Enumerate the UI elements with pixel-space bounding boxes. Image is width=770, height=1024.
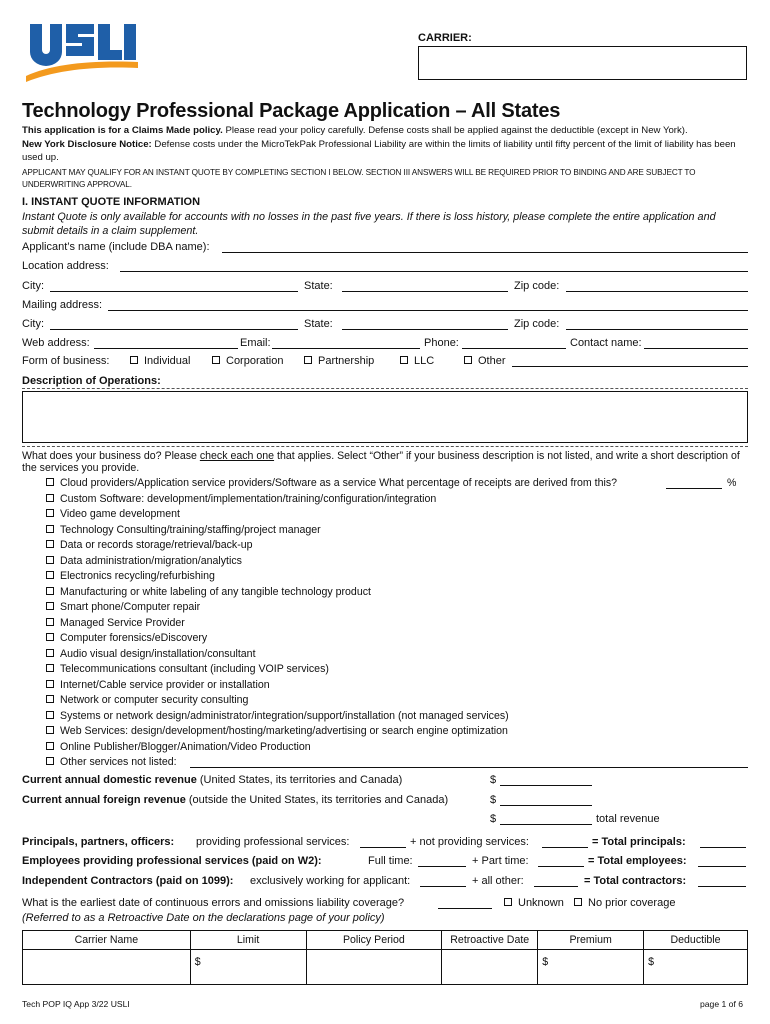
service-item[interactable] <box>46 493 509 509</box>
service-item[interactable] <box>46 648 509 664</box>
services-list <box>46 493 509 757</box>
dollar-sign: $ <box>490 774 497 786</box>
state-label: State: <box>304 280 333 292</box>
service-item-label: Custom Software: development/implementation/training/configuration/integration <box>60 492 437 505</box>
checkbox-partnership[interactable] <box>304 355 374 367</box>
total-principals-label: = Total principals: <box>592 836 686 848</box>
service-item-label: Data or records storage/retrieval/back-up <box>60 539 253 551</box>
claims-made-notice <box>22 124 748 137</box>
checkbox-corporation[interactable] <box>212 355 283 367</box>
principals-label: Principals, partners, officers: <box>22 836 175 848</box>
contractors-exclusive-field[interactable] <box>420 886 466 887</box>
total-contractors-label: = Total contractors: <box>584 875 687 887</box>
total-principals-field[interactable] <box>700 847 746 848</box>
checkbox-icon[interactable] <box>304 356 312 364</box>
domestic-revenue-text: (United States, its territories and Canada) <box>196 774 403 786</box>
phone-label: Phone: <box>424 337 459 349</box>
header-limit: Limit <box>190 931 306 950</box>
service-item[interactable] <box>46 539 509 555</box>
mailing-city-label: City: <box>22 318 44 330</box>
cell-retroactive-date[interactable] <box>442 950 538 985</box>
checkbox-icon[interactable] <box>46 742 54 750</box>
checkbox-icon[interactable] <box>46 680 54 688</box>
domestic-revenue-field[interactable] <box>500 785 592 786</box>
foreign-revenue-text: (outside the United States, its territories and Canada) <box>185 794 449 806</box>
web-address-label: Web address: <box>22 337 90 349</box>
total-employees-label: = Total employees: <box>588 855 687 867</box>
contractors-other-field[interactable] <box>534 886 578 887</box>
zip-field[interactable] <box>566 291 748 292</box>
service-item[interactable] <box>46 679 509 695</box>
applicant-name-field[interactable] <box>222 252 748 253</box>
checkbox-icon[interactable] <box>46 711 54 719</box>
section-1-heading: I. INSTANT QUOTE INFORMATION <box>22 196 201 208</box>
checkbox-icon[interactable] <box>400 356 408 364</box>
service-item[interactable] <box>46 694 509 710</box>
service-item[interactable] <box>46 570 509 586</box>
service-item[interactable] <box>46 586 509 602</box>
dollar-sign: $ <box>490 813 497 825</box>
service-item[interactable] <box>46 508 509 524</box>
table-row <box>23 950 748 985</box>
service-item[interactable] <box>46 617 509 633</box>
city-label: City: <box>22 280 44 292</box>
checkbox-unknown[interactable] <box>504 897 564 909</box>
ny-disclosure-text: Defense costs under the MicroTekPak Professional Liability are within the limits of liability until fifty percent of the limit of liability has been used up. <box>22 139 736 163</box>
services-question-text: that applies. Select “Other” if your business description is not listed, and write a short description of the services you provide. <box>22 450 740 474</box>
carrier-label: CARRIER: <box>418 32 472 44</box>
mailing-address-label: Mailing address: <box>22 299 103 311</box>
applicant-name-label: Applicant’s name (include DBA name): <box>22 241 210 253</box>
checkbox-icon[interactable] <box>504 898 512 906</box>
contractors-label: Independent Contractors (paid on 1099): <box>22 875 234 887</box>
dollar-sign: $ <box>490 794 497 806</box>
service-item[interactable] <box>46 725 509 741</box>
mailing-state-label: State: <box>304 318 333 330</box>
contact-name-field[interactable] <box>644 348 748 349</box>
checkbox-no-prior[interactable] <box>574 897 675 909</box>
checkbox-icon[interactable] <box>46 618 54 626</box>
business-form-label: Corporation <box>226 355 284 367</box>
foreign-revenue-label <box>22 794 448 806</box>
carrier-field[interactable] <box>418 46 747 80</box>
prior-coverage-table <box>22 930 748 985</box>
mailing-city-field[interactable] <box>50 329 298 330</box>
city-field[interactable] <box>50 291 298 292</box>
total-revenue-label: total revenue <box>596 813 660 825</box>
checkbox-icon[interactable] <box>46 664 54 672</box>
service-item-label: Computer forensics/eDiscovery <box>60 632 208 644</box>
location-address-field[interactable] <box>120 271 748 272</box>
total-contractors-field[interactable] <box>698 886 746 887</box>
divider <box>22 388 748 389</box>
checkbox-icon[interactable] <box>46 695 54 703</box>
checkbox-icon[interactable] <box>130 356 138 364</box>
other-business-field[interactable] <box>512 366 748 367</box>
checkbox-icon[interactable] <box>46 633 54 641</box>
cell-deductible[interactable]: $ <box>644 950 748 985</box>
principals-providing-label: providing professional services: <box>196 836 350 848</box>
checkbox-icon[interactable] <box>46 757 54 765</box>
service-item-label: Managed Service Provider <box>60 616 185 629</box>
service-item[interactable] <box>46 524 509 540</box>
business-form-label: Individual <box>144 355 191 367</box>
checkbox-icon[interactable] <box>212 356 220 364</box>
part-time-label: + Part time: <box>472 855 529 867</box>
checkbox-icon[interactable] <box>46 540 54 548</box>
checkbox-icon[interactable] <box>464 356 472 364</box>
zip-label: Zip code: <box>514 280 560 292</box>
form-of-business-label: Form of business: <box>22 355 110 367</box>
checkbox-icon[interactable] <box>46 556 54 564</box>
service-item[interactable] <box>46 741 509 757</box>
service-item-label: Audio visual design/installation/consultant <box>60 647 256 660</box>
description-of-operations-field[interactable] <box>22 391 748 443</box>
part-time-field[interactable] <box>538 866 584 867</box>
form-id: Tech POP IQ App 3/22 USLI <box>22 999 130 1009</box>
checkbox-icon[interactable] <box>46 602 54 610</box>
service-item[interactable] <box>46 663 509 679</box>
checkbox-icon[interactable] <box>574 898 582 906</box>
checkbox-other[interactable] <box>464 355 506 367</box>
service-item-label: Telecommunications consultant (including VOIP services) <box>60 663 329 675</box>
service-item-label: Cloud providers/Application service providers/Software as a service What percentage of receipts are derived from this? <box>60 477 618 489</box>
usli-logo <box>22 18 142 82</box>
page-title: Technology Professional Package Application – All States <box>22 100 561 122</box>
total-revenue-field[interactable] <box>500 824 592 825</box>
cell-premium[interactable]: $ <box>538 950 644 985</box>
services-question-text: What does your business do? Please <box>22 450 200 462</box>
service-item[interactable] <box>46 632 509 648</box>
foreign-revenue-bold: Current annual foreign revenue <box>22 794 186 806</box>
service-item-label: Manufacturing or white labeling of any tangible technology product <box>60 585 371 598</box>
total-employees-field[interactable] <box>698 866 746 867</box>
retro-note: (Referred to as a Retroactive Date on the declarations page of your policy) <box>22 912 385 924</box>
page-number: page 1 of 6 <box>700 999 744 1009</box>
instant-quote-notice: APPLICANT MAY QUALIFY FOR AN INSTANT QUOTE BY COMPLETING SECTION I BELOW. SECTION III ANSWERS WILL BE REQUIRED PRIOR TO BINDING AND ARE SUBJECT TO UNDERWRITING APPROVAL. <box>22 168 696 189</box>
service-item-label: Systems or network design/administrator/integration/support/installation (not managed services) <box>60 709 509 722</box>
retro-question: What is the earliest date of continuous errors and omissions liability coverage? <box>22 897 405 909</box>
header-premium: Premium <box>538 931 644 950</box>
domestic-revenue-bold: Current annual domestic revenue <box>22 774 197 786</box>
checkbox-icon[interactable] <box>46 509 54 517</box>
service-item-label: Technology Consulting/training/staffing/project manager <box>60 523 321 536</box>
full-time-label: Full time: <box>368 855 413 867</box>
percent-sign: % <box>727 477 737 489</box>
checkbox-icon[interactable] <box>46 649 54 657</box>
contractors-exclusive-label: exclusively working for applicant: <box>250 875 411 887</box>
table-header-row <box>23 931 748 950</box>
service-item-label: Online Publisher/Blogger/Animation/Video Production <box>60 740 311 753</box>
employees-label: Employees providing professional services (paid on W2): <box>22 855 322 867</box>
mailing-zip-field[interactable] <box>566 329 748 330</box>
mailing-state-field[interactable] <box>342 329 508 330</box>
business-form-label: LLC <box>414 355 435 367</box>
other-services-field[interactable] <box>190 767 748 768</box>
business-form-label: Partnership <box>318 355 375 367</box>
email-label: Email: <box>240 337 271 349</box>
principals-providing-field[interactable] <box>360 847 406 848</box>
service-item-cloud[interactable] <box>46 477 617 493</box>
ny-disclosure <box>22 138 742 164</box>
checkbox-icon[interactable] <box>46 478 54 486</box>
web-address-field[interactable] <box>94 348 238 349</box>
header-deductible: Deductible <box>644 931 748 950</box>
retro-date-field[interactable] <box>438 908 492 909</box>
checkbox-llc[interactable] <box>400 355 434 367</box>
contractors-other-label: + all other: <box>472 875 524 887</box>
mailing-zip-label: Zip code: <box>514 318 560 330</box>
cloud-percent-field[interactable] <box>666 488 722 489</box>
checkbox-icon[interactable] <box>46 726 54 734</box>
checkbox-icon[interactable] <box>46 571 54 579</box>
cell-policy-period[interactable] <box>306 950 442 985</box>
service-item-other[interactable] <box>46 756 177 772</box>
service-item[interactable] <box>46 710 509 726</box>
mailing-address-field[interactable] <box>108 310 748 311</box>
cell-limit[interactable]: $ <box>190 950 306 985</box>
service-item-label: Smart phone/Computer repair <box>60 601 201 613</box>
services-question <box>22 451 748 474</box>
description-of-operations-label: Description of Operations: <box>22 375 161 387</box>
service-item[interactable] <box>46 555 509 571</box>
cell-carrier-name[interactable] <box>23 950 191 985</box>
claims-made-bold: This application is for a Claims Made policy. <box>22 125 223 136</box>
claims-made-text: Please read your policy carefully. Defense costs shall be applied against the deductible (except in New York). <box>222 125 688 136</box>
business-form-label: Other <box>478 355 506 367</box>
domestic-revenue-label <box>22 774 402 786</box>
state-field[interactable] <box>342 291 508 292</box>
email-field[interactable] <box>272 348 420 349</box>
unknown-label: Unknown <box>518 897 564 909</box>
service-item-label: Other services not listed: <box>60 756 177 768</box>
service-item[interactable] <box>46 601 509 617</box>
contact-name-label: Contact name: <box>570 337 642 349</box>
divider <box>22 446 748 447</box>
service-item-label: Data administration/migration/analytics <box>60 554 242 567</box>
checkbox-icon[interactable] <box>46 494 54 502</box>
checkbox-icon[interactable] <box>46 525 54 533</box>
service-item-label: Network or computer security consulting <box>60 694 249 706</box>
checkbox-individual[interactable] <box>130 355 190 367</box>
principals-not-providing-label: + not providing services: <box>410 836 529 848</box>
header-retroactive-date: Retroactive Date <box>442 931 538 950</box>
foreign-revenue-field[interactable] <box>500 805 592 806</box>
services-question-emphasis: check each one <box>199 450 275 462</box>
header-carrier-name: Carrier Name <box>23 931 191 950</box>
service-item-label: Web Services: design/development/hosting/marketing/advertising or search engine optimization <box>60 725 508 737</box>
ny-disclosure-bold: New York Disclosure Notice: <box>22 139 152 150</box>
phone-field[interactable] <box>462 348 566 349</box>
header-policy-period: Policy Period <box>306 931 442 950</box>
principals-not-providing-field[interactable] <box>542 847 588 848</box>
service-item-label: Electronics recycling/refurbishing <box>60 570 215 582</box>
section-1-note: Instant Quote is only available for accounts with no losses in the past five years. If there is loss history, please complete the entire application and submit details in a claim supplement. <box>22 211 716 237</box>
service-item-label: Video game development <box>60 508 180 520</box>
full-time-field[interactable] <box>418 866 466 867</box>
service-item-label: Internet/Cable service provider or installation <box>60 678 270 691</box>
no-prior-label: No prior coverage <box>588 897 676 909</box>
location-address-label: Location address: <box>22 260 109 272</box>
checkbox-icon[interactable] <box>46 587 54 595</box>
